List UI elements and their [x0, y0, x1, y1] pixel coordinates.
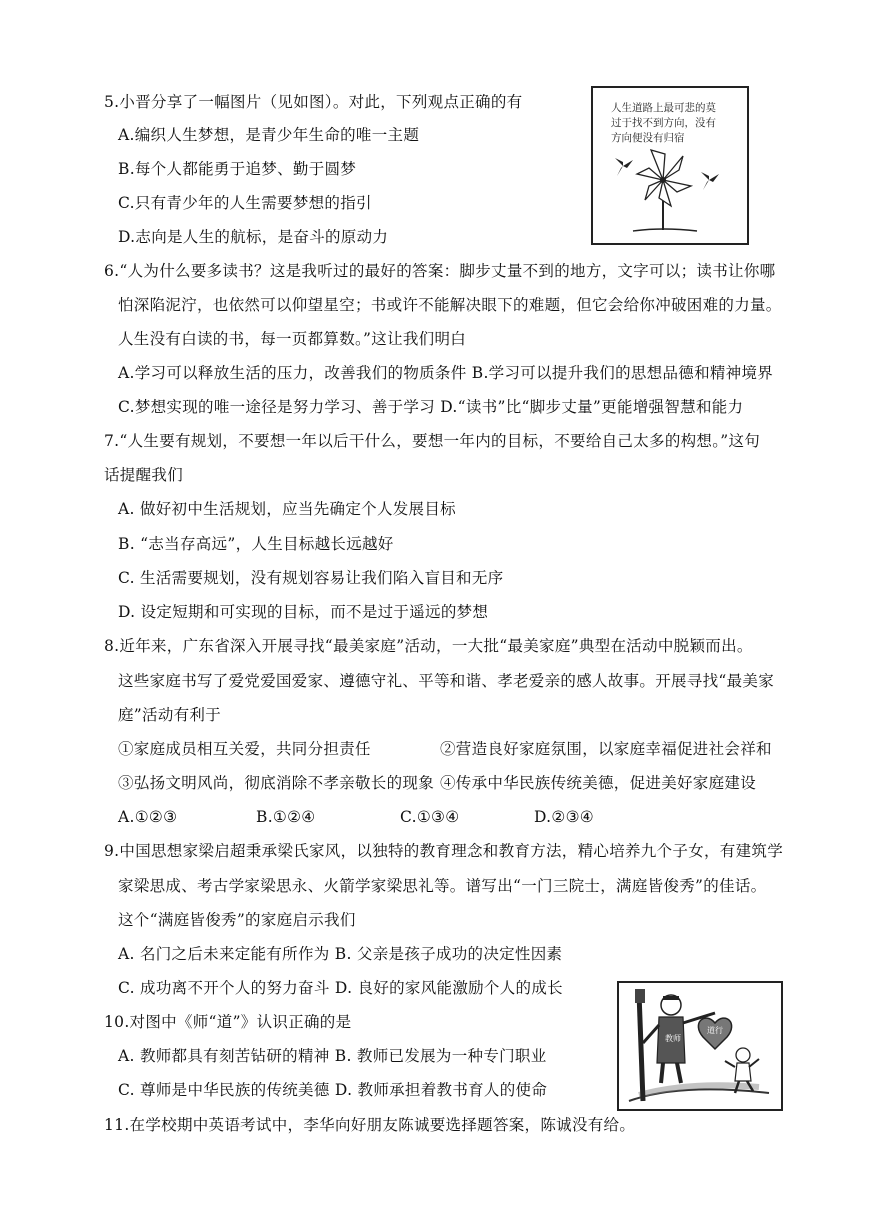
q10-options-cd: C. 尊师是中华民族的传统美德 D. 教师承担着教书育人的使命 [118, 1081, 548, 1099]
q11-stem: 11.在学校期中英语考试中，李华向好朋友陈诚要选择题答案，陈诚没有给。 [104, 1116, 636, 1134]
q5-option-b: B.每个人都能勇于追梦、勤于圆梦 [118, 160, 357, 178]
q10-options-ab: A. 教师都具有刻苦钻研的精神 B. 教师已发展为一种专门职业 [118, 1047, 547, 1065]
q7-option-d: D. 设定短期和可实现的目标，而不是过于遥远的梦想 [118, 603, 489, 621]
q8-stem-line1: 8.近年来，广东省深入开展寻找“最美家庭”活动，一大批“最美家庭”典型在活动中脱颖而出。 [104, 637, 753, 655]
q8-stem-line2: 这些家庭书写了爱党爱国爱家、遵德守礼、平等和谐、孝老爱亲的感人故事。开展寻找“最美家 [118, 672, 775, 690]
q8-stem-line3: 庭”活动有利于 [118, 706, 222, 724]
q9-stem-line2: 家梁思成、考古学家梁思永、火箭学家梁思礼等。谱写出“一门三院士，满庭皆俊秀”的佳话。 [118, 877, 767, 895]
q6-stem-line1: 6.“人为什么要多读书？这是我听过的最好的答案：脚步丈量不到的地方，文字可以；读书让你哪 [104, 262, 776, 280]
q6-stem-line2: 怕深陷泥泞，也依然可以仰望星空；书或许不能解决眼下的难题，但它会给你冲破困难的力量。 [118, 296, 782, 314]
q8-option-a: A.①②③ [118, 808, 178, 826]
q8-statement-1: ①家庭成员相互关爱，共同分担责任 [118, 740, 371, 758]
q10-teacher-cartoon-figure [617, 981, 783, 1111]
q5-figure-caption-line3: 方向便没有归宿 [611, 132, 685, 144]
q5-figure-caption-line1: 人生道路上最可悲的莫 [611, 102, 716, 114]
q6-stem-line3: 人生没有白读的书，每一页都算数。”这让我们明白 [118, 330, 467, 348]
pinwheel-illustration [593, 88, 747, 243]
q10-stem: 10.对图中《师“道”》认识正确的是 [104, 1013, 352, 1031]
q8-option-c: C.①③④ [400, 808, 460, 826]
q9-options-ab: A. 名门之后未来定能有所作为 B. 父亲是孩子成功的决定性因素 [118, 945, 563, 963]
q10-figure-label-teacher: 教师 [665, 1034, 681, 1043]
q8-option-b: B.①②④ [256, 808, 316, 826]
q8-statement-2: ②营造良好家庭氛围，以家庭幸福促进社会祥和 [440, 740, 772, 758]
teacher-cartoon-illustration [619, 983, 781, 1109]
q6-options-ab: A.学习可以释放生活的压力，改善我们的物质条件 B.学习可以提升我们的思想品德和精神境界 [118, 364, 774, 382]
q9-options-cd: C. 成功离不开个人的努力奋斗 D. 良好的家风能激励个人的成长 [118, 979, 563, 997]
q8-option-d: D.②③④ [534, 808, 594, 826]
q7-stem-line2: 话提醒我们 [104, 466, 184, 484]
q8-statement-4: ④传承中华民族传统美德，促进美好家庭建设 [440, 774, 757, 792]
q7-stem-line1: 7.“人生要有规划，不要想一年以后干什么，要想一年内的目标，不要给自己太多的构想。”这句 [104, 432, 761, 450]
q10-figure-label-dao: 道行 [707, 1026, 723, 1035]
q6-options-cd: C.梦想实现的唯一途径是努力学习、善于学习 D.“读书”比“脚步丈量”更能增强智慧和能力 [118, 398, 744, 416]
q9-stem-line3: 这个“满庭皆俊秀”的家庭启示我们 [118, 911, 356, 929]
q9-stem-line1: 9.中国思想家梁启超秉承梁氏家风，以独特的教育理念和教育方法，精心培养九个子女，有建筑学 [104, 842, 783, 860]
q5-option-c: C.只有青少年的人生需要梦想的指引 [118, 194, 372, 212]
q8-statement-3: ③弘扬文明风尚，彻底消除不孝亲敬长的现象 [118, 774, 435, 792]
q5-stem: 5.小晋分享了一幅图片（见如图）。对此，下列观点正确的有 [104, 93, 523, 111]
q7-option-c: C. 生活需要规划，没有规划容易让我们陷入盲目和无序 [118, 569, 504, 587]
q5-pinwheel-figure [591, 86, 749, 245]
q7-option-b: B. “志当存高远”，人生目标越长远越好 [118, 535, 394, 553]
q5-figure-caption-line2: 过于找不到方向，没有 [611, 117, 716, 129]
q7-option-a: A. 做好初中生活规划，应当先确定个人发展目标 [118, 500, 456, 518]
q5-option-a: A.编织人生梦想，是青少年生命的唯一主题 [118, 126, 420, 144]
q5-option-d: D.志向是人生的航标，是奋斗的原动力 [118, 228, 389, 246]
